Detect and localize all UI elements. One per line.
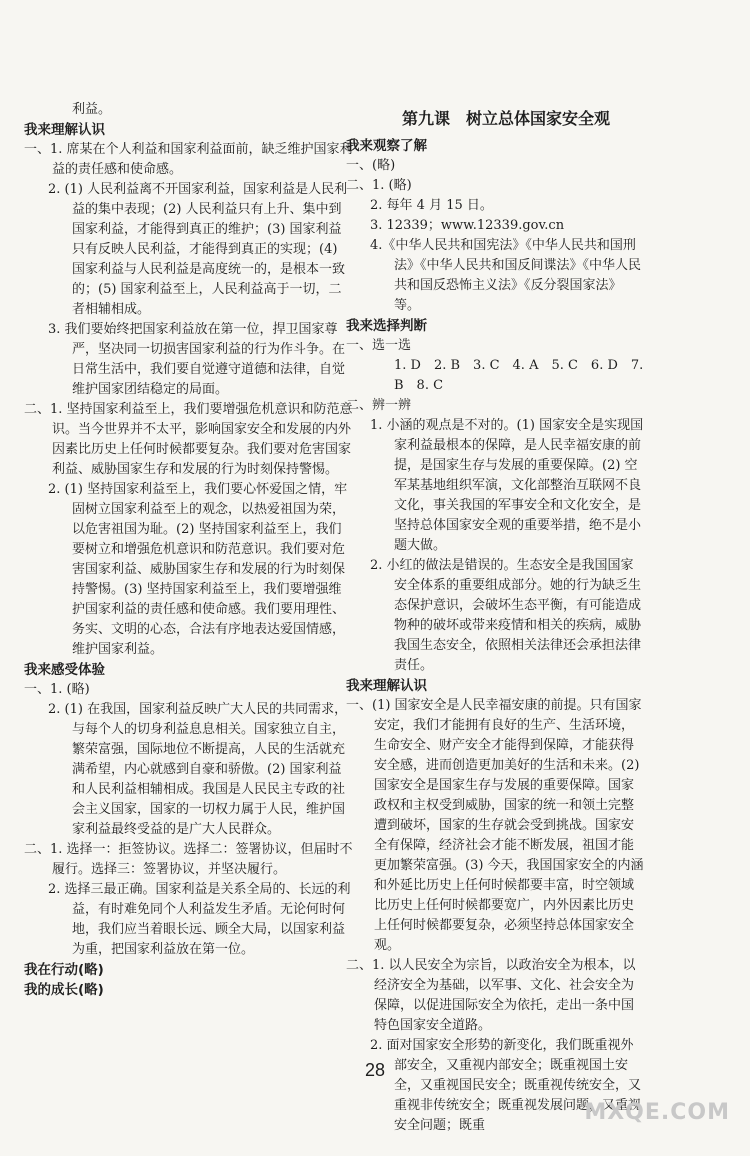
watermark-logo: MXQE.COM xyxy=(584,1100,730,1125)
section-heading: 我来感受体验 xyxy=(24,662,105,678)
answer-paragraph: 2. (1) 人民利益离不开国家利益，国家利益是人民利益的集中表现；(2) 人民利益只有上升、集中到国家利益，才能得到真正的维护；(3) 国家利益只有反映人民利益，才能得到真正的实现；(4) 国家利益与人民利益是高度统一的，是根本一致的；(5) 国家利益至上，人民利益高于一切，二者相辅相成。 xyxy=(48,182,348,317)
answer-paragraph: 2. 面对国家安全形势的新变化，我们既重视外部安全，又重视内部安全；既重视国土安全，又重视国民安全；既重视传统安全，又重视非传统安全；既重视发展问题，又重视安全问题；既重 xyxy=(370,1038,642,1133)
answer-paragraph: 二、1. 坚持国家利益至上，我们要增强危机意识和防范意识。当今世界并不太平，影响国家安全和发展的内外因素比历史上任何时候都要复杂。我们要对危害国家利益、威胁国家生存和发展的行为时刻保持警惕。 xyxy=(24,402,353,477)
answer-paragraph: 二、1. (略) xyxy=(346,178,412,193)
answer-paragraph: 二、辨一辨 xyxy=(346,398,412,413)
answer-paragraph: 3. 我们要始终把国家利益放在第一位，捍卫国家尊严，坚决同一切损害国家利益的行为作斗争。在日常生活中，我们要自觉遵守道德和法律，自觉维护国家团结稳定的局面。 xyxy=(48,322,346,397)
answer-paragraph: 利益。 xyxy=(72,102,112,117)
lesson-title: 第九课 树立总体国家安全观 xyxy=(401,109,610,128)
answer-paragraph: 1. 小涵的观点是不对的。(1) 国家安全是实现国家利益最根本的保障，是人民幸福安康的前提，是国家生存与发展的重要保障。(2) 空军某基地组织军演，文化部整治互联网不良文化，事关我国的军事安全和文化安全，是坚持总体国家安全观的重要举措，绝不是小题大做。 xyxy=(370,418,644,553)
answer-paragraph: 二、1. 以人民安全为宗旨，以政治安全为根本，以经济安全为基础，以军事、文化、社会安全为保障，以促进国际安全为依托，走出一条中国特色国家安全道路。 xyxy=(346,958,636,1033)
answer-paragraph: 二、1. 选择一：拒签协议。选择二：签署协议，但届时不履行。选择三：签署协议，并坚决履行。 xyxy=(24,842,353,877)
answer-paragraph: 1. D 2. B 3. C 4. A 5. C 6. D 7. B 8. C xyxy=(394,358,644,393)
section-heading: 我来理解认识 xyxy=(346,678,427,694)
section-heading: 我来理解认识 xyxy=(24,122,105,138)
page-number: 28 xyxy=(364,1060,386,1080)
answer-paragraph: 2. (1) 在我国，国家利益反映广大人民的共同需求，与每个人的切身利益息息相关。国家独立自主，繁荣富强，国际地位不断提高，人民的生活就充满希望，内心就感到自豪和骄傲。(2) 国家利益和人民利益相辅相成。我国是人民民主专政的社会主义国家，国家的一切权力属于人民，维护国家利益最终受益的是广大人民群众。 xyxy=(48,702,348,837)
section-heading: 我来观察了解 xyxy=(346,138,427,154)
answer-paragraph: 一、1. 席某在个人利益和国家利益面前，缺乏维护国家利益的责任感和使命感。 xyxy=(24,142,353,177)
answer-paragraph: 2. 每年 4 月 15 日。 xyxy=(370,198,493,213)
section-heading: 我来选择判断 xyxy=(346,318,427,334)
answer-paragraph: 4.《中华人民共和国宪法》《中华人民共和国刑法》《中华人民共和国反间谍法》《中华人民共和国反恐怖主义法》《反分裂国家法》等。 xyxy=(370,238,642,313)
answer-paragraph: 2. (1) 坚持国家利益至上，我们要心怀爱国之情，牢固树立国家利益至上的观念，以热爱祖国为荣，以危害祖国为耻。(2) 坚持国家利益至上，我们要树立和增强危机意识和防范意识。我们要对危害国家利益、威胁国家生存和发展的行为时刻保持警惕。(3) 坚持国家利益至上，我们要增强维护国家利益的责任感和使命感。我们要用理性、务实、文明的心态，合法有序地表达爱国情感，维护国家利益。 xyxy=(48,482,348,657)
answer-paragraph: 3. 12339；www.12339.gov.cn xyxy=(370,218,565,233)
answer-paragraph: 一、(略) xyxy=(346,158,396,173)
section-heading: 我的成长(略) xyxy=(24,982,104,998)
answer-paragraph: 一、(1) 国家安全是人民幸福安康的前提。只有国家安定，我们才能拥有良好的生产、生活环境，生命安全、财产安全才能得到保障，才能获得安全感，进而创造更加美好的生活和未来。(2) 国家安全是国家生存与发展的重要保障。国家政权和主权受到威胁，国家的统一和领土完整遭到破坏，国家的生存就会受到挑战。国家安全有保障，经济社会才能不断发展，祖国才能更加繁荣富强。(3) 今天，我国国家安全的内涵和外延比历史上任何时候都要丰富，时空领域比历史上任何时候都要宽广，内外因素比历史上任何时候都要复杂，必须坚持总体国家安全观。 xyxy=(346,698,644,953)
answer-paragraph: 一、选一选 xyxy=(346,338,412,353)
left-column xyxy=(24,100,354,1000)
answer-paragraph: 2. 选择三最正确。国家利益是关系全局的、长远的利益，有时难免同个人利益发生矛盾。无论何时何地，我们应当着眼长远、顾全大局，以国家利益为重，把国家利益放在第一位。 xyxy=(48,882,351,957)
answer-paragraph: 一、1. (略) xyxy=(24,682,90,697)
answer-paragraph: 2. 小红的做法是错误的。生态安全是我国国家安全体系的重要组成部分。她的行为缺乏生态保护意识，会破坏生态平衡，有可能造成物种的破坏或带来疫情和相关的疾病，威胁我国生态安全，依照相关法律还会承担法律责任。 xyxy=(370,558,642,673)
section-heading: 我在行动(略) xyxy=(24,962,104,978)
right-column xyxy=(346,100,646,1136)
